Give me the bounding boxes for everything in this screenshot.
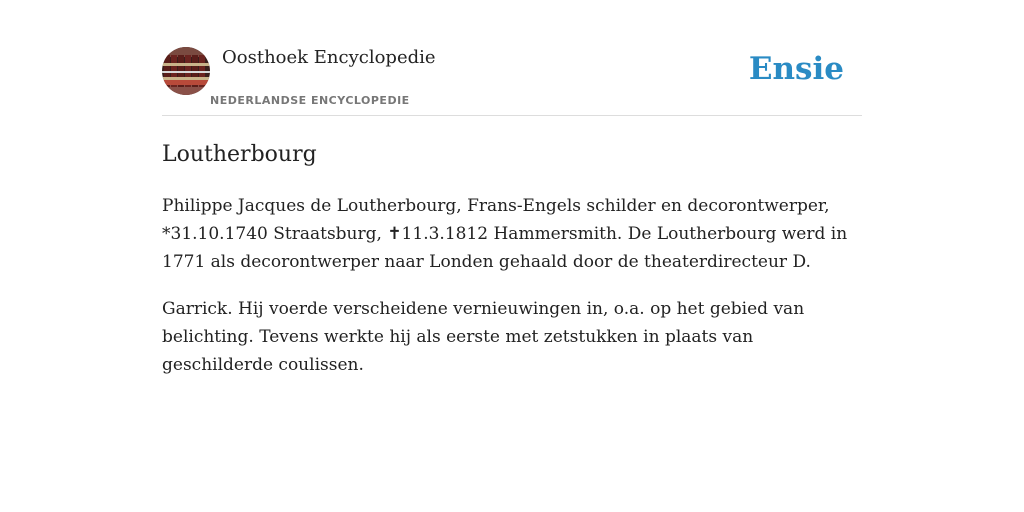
source-subtitle: NEDERLANDSE ENCYCLOPEDIE	[210, 94, 410, 107]
header	[162, 0, 862, 116]
brand-logo[interactable]: Ensie	[748, 51, 844, 87]
article-paragraph: Garrick. Hij voerde verscheidene vernieuwingen in, o.a. op het gebied van belichting. Tevens werkte hij als eerste met zetstukken in plaats van geschilderde coulissen.	[162, 299, 805, 375]
article-body	[162, 192, 862, 398]
article-title: Loutherbourg	[162, 142, 317, 167]
encyclopedia-books-icon[interactable]	[162, 47, 210, 95]
page-container	[162, 0, 862, 512]
source-title[interactable]: Oosthoek Encyclopedie	[222, 47, 436, 68]
article-paragraph: Philippe Jacques de Loutherbourg, Frans-Engels schilder en decorontwerper, *31.10.1740 Straatsburg, ✝11.3.1812 Hammersmith. De Loutherbourg werd in 1771 als decorontwerper naar Londen gehaald door de theaterdirecteur D.	[162, 196, 848, 272]
